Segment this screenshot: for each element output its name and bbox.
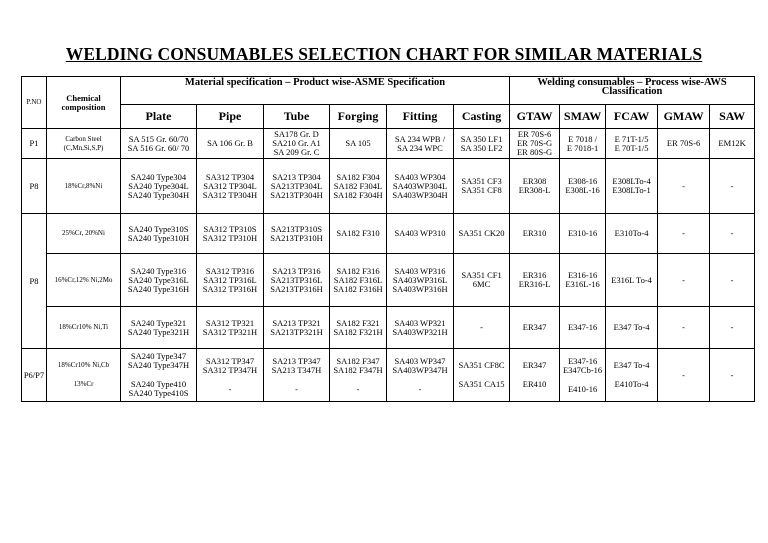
tube-cell: [264, 254, 330, 307]
gtaw-cell: [510, 349, 560, 402]
cell-line: SA 105: [345, 138, 371, 148]
casting-cell: [454, 214, 510, 254]
col-forging: Forging: [330, 105, 387, 129]
page-title: WELDING CONSUMABLES SELECTION CHART FOR SIMILAR MATERIALS: [65, 44, 703, 64]
cell-line: E347-16: [567, 322, 598, 332]
chemical-composition: 18%Cr,8%Ni: [47, 159, 121, 214]
cell-line: SA312 TP316L: [203, 274, 257, 285]
pipe-cell: [197, 349, 264, 402]
gtaw-cell: [510, 214, 560, 254]
cell-line: SA213TP321H: [270, 326, 323, 337]
table-row: [22, 159, 755, 214]
p-group: P8: [22, 214, 47, 349]
cell-line: SA240 Type304: [130, 171, 187, 182]
cell-line: SA 209 Gr. C: [273, 147, 320, 157]
cell-line: -: [730, 274, 734, 285]
cell-line: -: [295, 383, 298, 394]
cell-line: E316L To-4: [611, 274, 652, 285]
cell-line: E316L-16: [565, 279, 600, 289]
cell-line: SA240 Type347: [130, 351, 187, 361]
cell-line: SA403 WP310: [394, 228, 446, 238]
cell-line: SA312 TP310S: [203, 223, 257, 234]
cell-line: E347-16: [567, 355, 598, 366]
tube-cell: [264, 129, 330, 159]
cell-line: SA213TP316L: [270, 274, 323, 285]
cell-line: SA213TP304L: [270, 180, 323, 191]
cell-line: E347 To-4: [613, 360, 650, 370]
cell-line: SA312 TP347H: [202, 364, 258, 375]
gtaw-cell: [510, 307, 560, 349]
gtaw-cell: [510, 159, 560, 214]
cell-line: SA351 CA15: [458, 379, 505, 389]
plate-cell: [121, 307, 197, 349]
chemical-composition: 18%Cr10% Ni,Ti: [47, 307, 121, 349]
consumables-table: [21, 76, 755, 402]
cell-line: SA240 Type321: [130, 317, 187, 328]
fitting-cell: [387, 307, 454, 349]
cell-line: SA 516 Gr. 60/ 70: [127, 142, 190, 153]
cell-line: SA312 TP316: [205, 265, 255, 276]
tube-cell: [264, 307, 330, 349]
cell-line: SA213 TP316: [272, 265, 321, 276]
col-fitting: Fitting: [387, 105, 454, 129]
col-saw: SAW: [710, 105, 755, 129]
cell-line: SA240 Type410S: [128, 388, 189, 398]
saw-cell: [710, 307, 755, 349]
cell-line: -: [730, 228, 734, 238]
cell-line: SA403WP347H: [392, 364, 448, 375]
cell-line: E 7018 /: [568, 133, 597, 144]
cell-line: SA403WP304H: [392, 189, 448, 200]
chemical-composition: Carbon Steel (C,Mn,Si,S,P): [47, 129, 121, 159]
plate-cell: [121, 214, 197, 254]
col-gtaw: GTAW: [510, 105, 560, 129]
cell-line: SA312 TP321: [205, 317, 255, 328]
cell-line: SA403WP321H: [392, 326, 448, 337]
cell-line: SA240 Type310S: [128, 223, 189, 234]
col-plate: Plate: [121, 105, 197, 129]
table-row: [22, 349, 755, 402]
cell-line: ER410: [522, 379, 547, 389]
saw-cell: [710, 254, 755, 307]
cell-line: SA 515 Gr. 60/70: [128, 133, 189, 144]
cell-line: E410To-4: [614, 379, 649, 389]
cell-line: E410-16: [567, 383, 598, 394]
material-spec-group-header: Material specification – Product wise-ASME Specification: [121, 77, 510, 105]
plate-cell: [121, 254, 197, 307]
cell-line: SA 350 LF2: [460, 142, 503, 153]
cell-line: SA 350 LF1: [460, 133, 503, 144]
cell-line: ER 70S-6: [666, 138, 701, 148]
cell-line: E308LTo-1: [612, 185, 651, 195]
smaw-cell: [560, 349, 606, 402]
cell-line: SA312 TP316H: [202, 283, 258, 294]
fcaw-cell: [606, 349, 658, 402]
pno-header: P.NO: [22, 77, 47, 129]
fitting-cell: [387, 214, 454, 254]
cell-line: SA240 Type316L: [128, 274, 189, 285]
cell-line: SA210 Gr. A1: [272, 138, 321, 148]
cell-line: E 7018-1: [566, 142, 599, 153]
table-row: [22, 254, 755, 307]
cell-line: SA182 F310: [336, 228, 380, 238]
cell-line: -: [682, 322, 685, 332]
cell-line: EM12K: [718, 138, 746, 148]
cell-line: SA213 TP304: [272, 171, 321, 182]
cell-line: -: [730, 180, 734, 191]
cell-line: SA351 CF1: [461, 270, 502, 280]
cell-line: ER308: [522, 176, 547, 186]
forging-cell: [330, 214, 387, 254]
p-group: P1: [22, 129, 47, 159]
tube-cell: [264, 214, 330, 254]
cell-line: SA213 TP347: [272, 355, 321, 366]
plate-cell: [121, 129, 197, 159]
cell-line: -: [682, 180, 685, 191]
forging-cell: [330, 307, 387, 349]
table-row: [22, 214, 755, 254]
cell-line: SA 234 WPB /: [394, 133, 446, 144]
pipe-cell: [197, 129, 264, 159]
col-fcaw: FCAW: [606, 105, 658, 129]
cell-line: SA403WP316L: [392, 274, 448, 285]
cell-line: SA213TP310H: [270, 232, 323, 243]
cell-line: SA240 Type316: [130, 265, 187, 276]
smaw-cell: [560, 129, 606, 159]
cell-line: ER316-L: [518, 279, 551, 289]
tube-cell: [264, 159, 330, 214]
saw-cell: [710, 349, 755, 402]
casting-cell: [454, 307, 510, 349]
cell-line: E308-16: [567, 176, 598, 186]
cell-line: SA213TP304H: [270, 189, 323, 200]
cell-line: SA403 WP347: [394, 355, 446, 366]
cell-line: -: [356, 383, 360, 394]
cell-line: SA240 Type310H: [127, 232, 190, 243]
chem-line: 13%Cr: [73, 380, 94, 388]
cell-line: E310To-4: [614, 228, 649, 238]
pipe-cell: [197, 307, 264, 349]
cell-line: ER 70S-6: [517, 129, 552, 139]
gmaw-cell: [658, 129, 710, 159]
cell-line: SA351 CF8: [461, 185, 502, 195]
fitting-cell: [387, 349, 454, 402]
fitting-cell: [387, 159, 454, 214]
saw-cell: [710, 129, 755, 159]
casting-cell: [454, 159, 510, 214]
cell-line: 6MC: [472, 279, 491, 289]
cell-line: SA403WP316H: [392, 283, 448, 294]
cell-line: E347 To-4: [613, 322, 650, 332]
chemical-composition: 16%Cr,12% Ni,2Mo: [47, 254, 121, 307]
gtaw-cell: [510, 254, 560, 307]
pipe-cell: [197, 254, 264, 307]
saw-cell: [710, 159, 755, 214]
cell-line: SA403 WP321: [394, 317, 446, 328]
cell-line: E347Cb-16: [562, 364, 603, 375]
fcaw-cell: [606, 254, 658, 307]
gtaw-cell: [510, 129, 560, 159]
col-casting: Casting: [454, 105, 510, 129]
cell-line: SA182 F347H: [333, 364, 383, 375]
casting-cell: [454, 129, 510, 159]
cell-line: SA312 TP310H: [202, 232, 258, 243]
cell-line: SA 106 Gr. B: [207, 138, 253, 148]
cell-line: SA182 F316L: [333, 274, 383, 285]
cell-line: ER316: [522, 270, 547, 280]
smaw-cell: [560, 214, 606, 254]
cell-line: SA213TP316H: [270, 283, 323, 294]
chem-line: 18%Cr10% Ni,Cb: [57, 361, 110, 369]
cell-line: SA240 Type304L: [128, 180, 189, 191]
plate-cell: [121, 159, 197, 214]
cell-line: SA403WP304L: [392, 180, 448, 191]
cell-line: SA 234 WPC: [397, 142, 443, 153]
forging-cell: [330, 254, 387, 307]
smaw-cell: [560, 254, 606, 307]
table-row: [22, 129, 755, 159]
smaw-cell: [560, 159, 606, 214]
cell-line: SA182 F304L: [333, 180, 383, 191]
cell-line: SA182 F321: [336, 317, 380, 328]
chemical-composition-header: Chemical composition: [47, 77, 121, 129]
cell-line: SA240 Type316H: [127, 283, 190, 294]
gmaw-cell: [658, 349, 710, 402]
cell-line: SA178 Gr. D: [274, 129, 319, 139]
cell-line: SA312 TP304: [205, 171, 255, 182]
forging-cell: [330, 349, 387, 402]
cell-line: ER347: [522, 322, 547, 332]
gmaw-cell: [658, 214, 710, 254]
forging-cell: [330, 129, 387, 159]
tube-cell: [264, 349, 330, 402]
col-pipe: Pipe: [197, 105, 264, 129]
cell-line: SA182 F304: [336, 171, 380, 182]
fcaw-cell: [606, 159, 658, 214]
fitting-cell: [387, 254, 454, 307]
saw-cell: [710, 214, 755, 254]
casting-cell: [454, 254, 510, 307]
cell-line: E 71T-1/5: [614, 133, 649, 144]
cell-line: SA213 TP321: [272, 317, 321, 328]
cell-line: SA312 TP321H: [202, 326, 258, 337]
cell-line: SA240 Type347H: [127, 360, 190, 370]
cell-line: -: [682, 369, 685, 380]
gmaw-cell: [658, 254, 710, 307]
cell-line: E308LTo-4: [612, 176, 651, 186]
cell-line: E 70T-1/5: [614, 142, 649, 153]
p-group: P8: [22, 159, 47, 214]
gmaw-cell: [658, 159, 710, 214]
cell-line: SA351 CF3: [461, 176, 502, 186]
cell-line: SA403 WP304: [394, 171, 446, 182]
cell-line: ER308-L: [518, 185, 551, 195]
cell-line: -: [418, 383, 422, 394]
pipe-cell: [197, 214, 264, 254]
plate-cell: [121, 349, 197, 402]
forging-cell: [330, 159, 387, 214]
fcaw-cell: [606, 214, 658, 254]
cell-line: SA213TP310S: [270, 223, 322, 234]
pipe-cell: [197, 159, 264, 214]
cell-line: SA182 F347: [336, 355, 380, 366]
smaw-cell: [560, 307, 606, 349]
cell-line: SA182 F316H: [333, 283, 383, 294]
cell-line: SA182 F316: [336, 265, 380, 276]
table-row: [22, 307, 755, 349]
cell-line: -: [730, 369, 734, 380]
cell-line: E310-16: [567, 228, 598, 238]
cell-line: SA213 T347H: [271, 364, 322, 375]
chemical-composition: [47, 349, 121, 402]
cell-line: SA351 CF8C: [458, 360, 505, 370]
cell-line: SA240 Type304H: [127, 189, 190, 200]
gmaw-cell: [658, 307, 710, 349]
cell-line: SA312 TP304L: [203, 180, 257, 191]
cell-line: E316-16: [567, 270, 598, 280]
cell-line: ER347: [522, 360, 547, 370]
col-smaw: SMAW: [560, 105, 606, 129]
cell-line: ER 80S-G: [516, 147, 553, 157]
cell-line: -: [228, 383, 232, 394]
cell-line: SA403 WP316: [394, 265, 446, 276]
fcaw-cell: [606, 129, 658, 159]
cell-line: ER310: [522, 228, 547, 238]
casting-cell: [454, 349, 510, 402]
cell-line: SA240 Type410: [130, 379, 187, 389]
cell-line: SA182 F321H: [333, 326, 383, 337]
cell-line: -: [480, 322, 483, 332]
cell-line: E308L-16: [565, 185, 600, 195]
cell-line: -: [730, 322, 734, 332]
col-gmaw: GMAW: [658, 105, 710, 129]
chemical-composition: 25%Cr, 20%Ni: [47, 214, 121, 254]
cell-line: SA351 CK20: [458, 228, 505, 238]
fitting-cell: [387, 129, 454, 159]
cell-line: SA312 TP304H: [202, 189, 258, 200]
fcaw-cell: [606, 307, 658, 349]
cell-line: -: [682, 228, 685, 238]
cell-line: ER 70S-G: [516, 138, 553, 148]
cell-line: SA312 TP347: [205, 355, 255, 366]
cell-line: -: [682, 274, 685, 285]
col-tube: Tube: [264, 105, 330, 129]
cell-line: SA182 F304H: [333, 189, 383, 200]
welding-consumables-group-header: Welding consumables – Process wise-AWS Classification: [510, 77, 755, 105]
cell-line: SA240 Type321H: [127, 326, 190, 337]
p-group: P6/P7: [22, 349, 47, 402]
